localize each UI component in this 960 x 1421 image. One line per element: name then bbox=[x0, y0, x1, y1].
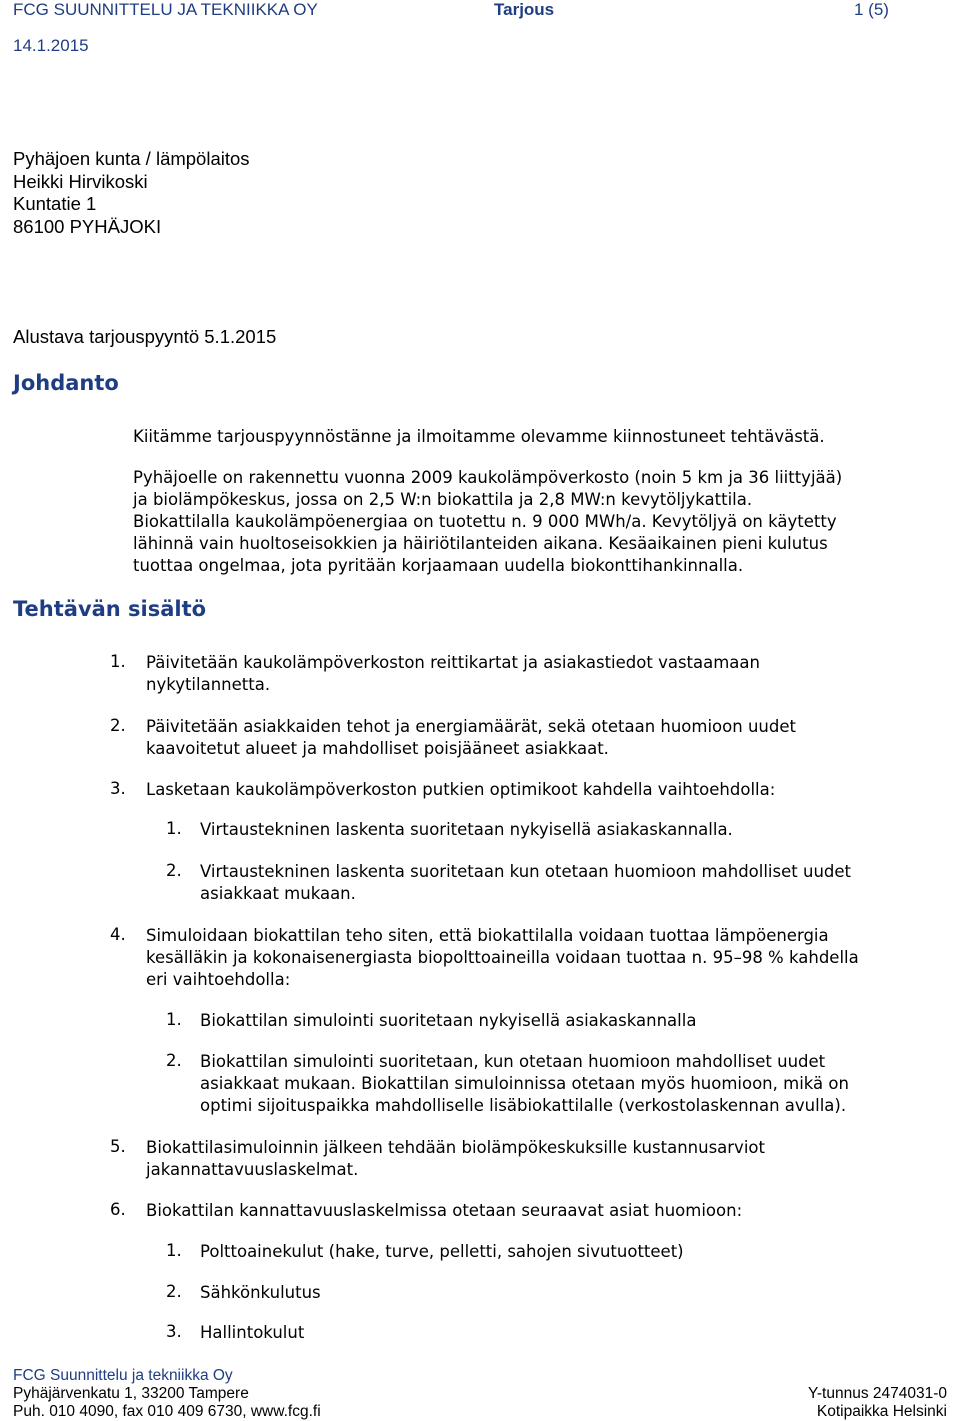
list-number: 5. bbox=[110, 1137, 126, 1156]
footer-right bbox=[808, 1385, 947, 1421]
list-item-line: optimi sijoituspaikka mahdolliselle lisäbiokattilalle (verkostolaskennan avulla). bbox=[200, 1096, 847, 1115]
sub-list-number: 2. bbox=[166, 1282, 182, 1301]
sub-list-number: 2. bbox=[166, 861, 182, 880]
sub-list-number: 1. bbox=[166, 1010, 182, 1029]
sub-list-item bbox=[200, 1051, 849, 1117]
sub-list-item bbox=[200, 819, 733, 841]
sub-list-item bbox=[200, 1282, 321, 1304]
paragraph-line: Pyhäjoelle on rakennettu vuonna 2009 kaukolämpöverkosto (noin 5 km ja 36 liittyjää) bbox=[133, 468, 843, 487]
tasks-heading: Tehtävän sisältö bbox=[13, 597, 207, 621]
intro-heading: Johdanto bbox=[13, 371, 119, 395]
list-item bbox=[146, 779, 775, 801]
recipient-line: Heikki Hirvikoski bbox=[13, 170, 148, 192]
list-number: 3. bbox=[110, 779, 126, 798]
footer-domicile: Kotipaikka Helsinki bbox=[816, 1403, 947, 1420]
list-item-line: eri vaihtoehdolla: bbox=[146, 970, 291, 989]
header-date: 14.1.2015 bbox=[13, 36, 89, 55]
doc-type: Tarjous bbox=[494, 0, 555, 19]
list-item-line: Virtaustekninen laskenta suoritetaan nykyisellä asiakaskannalla. bbox=[200, 820, 733, 839]
sub-list-item bbox=[200, 1010, 696, 1032]
paragraph-line: ja biolämpökeskus, jossa on 2,5 W:n biokattila ja 2,8 MW:n kevytöljykattila. bbox=[133, 490, 753, 509]
list-item-line: kaavoitetut alueet ja mahdolliset poisjääneet asiakkaat. bbox=[146, 739, 609, 758]
paragraph-line: lähinnä vain huoltoseisokkien ja häiriötilanteiden aikana. Kesäaikainen pieni kulutus bbox=[133, 534, 828, 553]
sub-list-number: 1. bbox=[166, 819, 182, 838]
list-item bbox=[146, 1200, 742, 1222]
list-item-line: kesälläkin ja kokonaisenergiasta biopolttoaineilla voidaan tuottaa n. 95–98 % kahdella bbox=[146, 948, 859, 967]
recipient-line: 86100 PYHÄJOKI bbox=[13, 215, 162, 237]
list-item-line: Virtaustekninen laskenta suoritetaan kun otetaan huomioon mahdolliset uudet bbox=[200, 862, 851, 881]
recipient-line: Pyhäjoen kunta / lämpölaitos bbox=[13, 148, 250, 169]
footer-address: Pyhäjärvenkatu 1, 33200 Tampere bbox=[13, 1385, 249, 1402]
sub-list-number: 3. bbox=[166, 1322, 182, 1341]
list-item-line: nykytilannetta. bbox=[146, 675, 271, 694]
sub-list-number: 1. bbox=[166, 1241, 182, 1260]
list-number: 2. bbox=[110, 716, 126, 735]
list-item bbox=[146, 925, 859, 991]
list-item-line: Sähkönkulutus bbox=[200, 1283, 321, 1302]
list-item bbox=[146, 716, 796, 760]
list-item-line: Hallintokulut bbox=[200, 1323, 305, 1342]
list-item-line: asiakkaat mukaan. bbox=[200, 884, 356, 903]
list-item-line: jakannattavuuslaskelmat. bbox=[146, 1160, 359, 1179]
paragraph-line: tuottaa ongelmaa, jota pyritään korjaamaan uudella biokonttihankinnalla. bbox=[133, 556, 744, 575]
list-item-line: Biokattilan simulointi suoritetaan nykyisellä asiakaskannalla bbox=[200, 1011, 697, 1030]
sub-list-item bbox=[200, 861, 851, 905]
list-item-line: Biokattilan simulointi suoritetaan, kun otetaan huomioon mahdolliset uudet bbox=[200, 1052, 826, 1071]
subject-line: Alustava tarjouspyyntö 5.1.2015 bbox=[13, 326, 277, 347]
recipient-line: Kuntatie 1 bbox=[13, 193, 97, 214]
list-item-line: Polttoainekulut (hake, turve, pelletti, sahojen sivutuotteet) bbox=[200, 1242, 684, 1261]
list-item-line: Biokattilasimuloinnin jälkeen tehdään biolämpökeskuksille kustannusarviot bbox=[146, 1138, 765, 1157]
list-item-line: asiakkaat mukaan. Biokattilan simuloinnissa otetaan myös huomioon, mikä on bbox=[200, 1074, 849, 1093]
sub-list-number: 2. bbox=[166, 1051, 182, 1070]
footer-business-id: Y-tunnus 2474031-0 bbox=[807, 1385, 947, 1402]
sub-list-item bbox=[200, 1241, 684, 1263]
footer-company: FCG Suunnittelu ja tekniikka Oy bbox=[13, 1367, 233, 1384]
sub-list-item bbox=[200, 1322, 304, 1344]
intro-paragraph bbox=[133, 467, 842, 577]
list-item-line: Simuloidaan biokattilan teho siten, että biokattilalla voidaan tuottaa lämpöenergia bbox=[146, 926, 829, 945]
list-item-line: Lasketaan kaukolämpöverkoston putkien optimikoot kahdella vaihtoehdolla: bbox=[146, 780, 776, 799]
list-item-line: Biokattilan kannattavuuslaskelmissa otetaan seuraavat asiat huomioon: bbox=[146, 1201, 743, 1220]
list-number: 6. bbox=[110, 1200, 126, 1219]
list-item-line: Päivitetään kaukolämpöverkoston reittikartat ja asiakastiedot vastaamaan bbox=[146, 653, 760, 672]
list-item bbox=[146, 1137, 765, 1181]
paragraph-line: Biokattilalla kaukolämpöenergiaa on tuotettu n. 9 000 MWh/a. Kevytöljyä on käytetty bbox=[133, 512, 837, 531]
page-number: 1 (5) bbox=[854, 0, 889, 19]
list-number: 4. bbox=[110, 925, 126, 944]
list-number: 1. bbox=[110, 652, 126, 671]
list-item-line: Päivitetään asiakkaiden tehot ja energiamäärät, sekä otetaan huomioon uudet bbox=[146, 717, 796, 736]
list-item bbox=[146, 652, 760, 696]
footer-left bbox=[13, 1367, 321, 1421]
recipient-address bbox=[13, 148, 250, 238]
intro-thanks: Kiitämme tarjouspyynnöstänne ja ilmoitamme olevamme kiinnostuneet tehtävästä. bbox=[133, 427, 825, 446]
company-header: FCG SUUNNITTELU JA TEKNIIKKA OY bbox=[13, 0, 318, 19]
footer-contact: Puh. 010 4090, fax 010 409 6730, www.fcg.fi bbox=[13, 1403, 321, 1420]
